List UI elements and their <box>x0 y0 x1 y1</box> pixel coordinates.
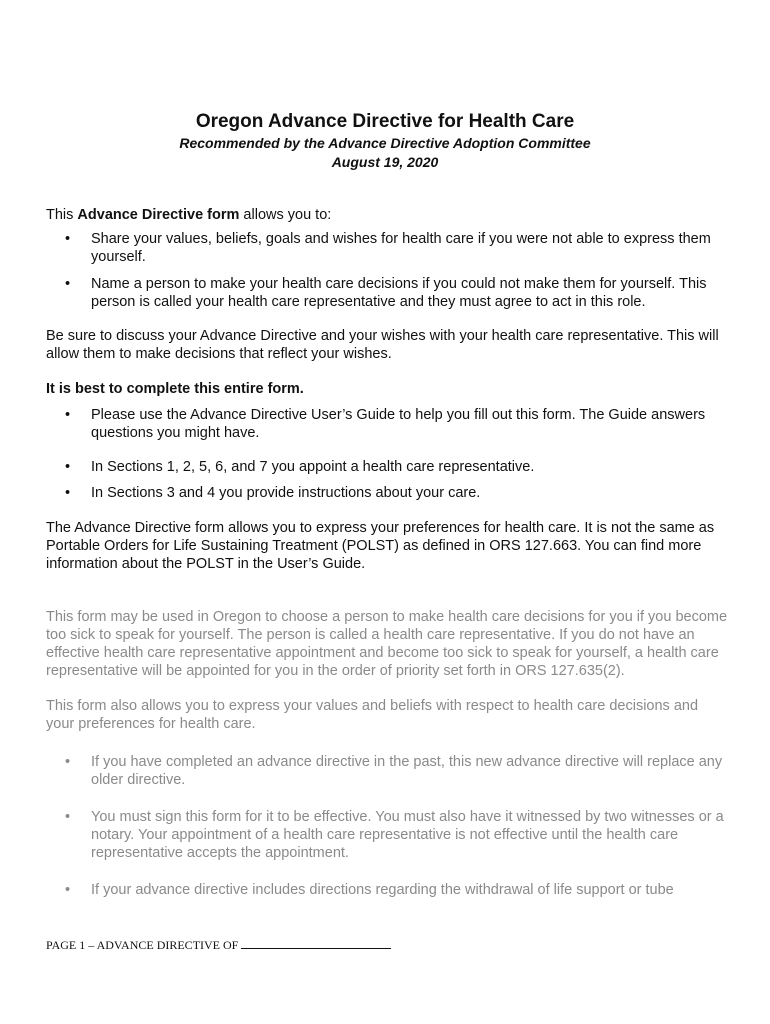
page-footer <box>46 938 391 953</box>
list-item <box>46 484 730 502</box>
list-item <box>46 406 730 442</box>
bullet-icon: • <box>65 407 71 423</box>
list-item <box>46 230 730 266</box>
bullet-icon: • <box>65 809 71 825</box>
intro-suffix: allows you to: <box>239 207 332 223</box>
list-item <box>46 753 730 789</box>
bullet-icon: • <box>65 882 71 898</box>
list-item-text: Name a person to make your health care decisions if you could not make them for yourself. This person is called your health care representative and they must agree to act in this role. <box>91 276 707 310</box>
muted-paragraph-values: This form also allows you to express your values and beliefs with respect to health care decisions and your preferences for health care. <box>46 698 699 732</box>
bullet-icon: • <box>65 485 71 501</box>
muted-paragraph-representative: This form may be used in Oregon to choose a person to make health care decisions for you if you become too sick to speak for yourself. The person is called a health care representative. If you do not have an effective health care representative appointment and become too sick to speak for yourself, a health care representative will be appointed for you in the order of priority set forth in ORS 127.635(2). <box>46 609 728 679</box>
list-item-text: Share your values, beliefs, goals and wishes for health care if you were not able to express them yourself. <box>91 231 711 265</box>
list-item <box>46 458 730 476</box>
name-blank-line[interactable] <box>241 938 391 949</box>
intro-bullet-list <box>46 230 730 311</box>
list-item-text: You must sign this form for it to be effective. You must also have it witnessed by two witnesses or a notary. Your appointment of a health care representative is not effective until the health care representative accepts the appointment. <box>91 809 724 861</box>
footer-label: PAGE 1 – ADVANCE DIRECTIVE OF <box>46 938 242 952</box>
document-body <box>46 206 730 899</box>
list-item-text: Please use the Advance Directive User’s Guide to help you fill out this form. The Guide answers questions you might have. <box>91 407 706 441</box>
list-item <box>46 808 730 862</box>
list-item <box>46 881 730 899</box>
bullet-icon: • <box>65 231 71 247</box>
best-heading: It is best to complete this entire form. <box>46 381 304 397</box>
document-title: Oregon Advance Directive for Health Care <box>195 111 575 132</box>
intro-paragraph <box>46 206 730 224</box>
list-item-text: If you have completed an advance directive in the past, this new advance directive will replace any older directive. <box>91 754 723 788</box>
bullet-icon: • <box>65 754 71 770</box>
list-item <box>46 275 730 311</box>
polst-paragraph: The Advance Directive form allows you to express your preferences for health care. It is not the same as Portable Orders for Life Sustaining Treatment (POLST) as defined in ORS 127.663. You can find more information about the POLST in the User’s Guide. <box>46 520 715 572</box>
intro-prefix: This <box>46 207 78 223</box>
list-item-text: In Sections 3 and 4 you provide instructions about your care. <box>91 485 481 501</box>
muted-bullet-list <box>46 753 730 899</box>
document-date: August 19, 2020 <box>331 154 439 170</box>
document-subtitle: Recommended by the Advance Directive Adoption Committee <box>179 135 591 151</box>
bullet-icon: • <box>65 276 71 292</box>
discuss-paragraph: Be sure to discuss your Advance Directive and your wishes with your health care representative. This will allow them to make decisions that reflect your wishes. <box>46 328 719 362</box>
intro-bold-term: Advance Directive form <box>77 207 240 223</box>
list-item-text: In Sections 1, 2, 5, 6, and 7 you appoint a health care representative. <box>91 459 535 475</box>
document-header <box>0 110 770 172</box>
list-item-text: If your advance directive includes directions regarding the withdrawal of life support or tube <box>91 882 674 898</box>
best-bullet-list <box>46 406 730 502</box>
bullet-icon: • <box>65 459 71 475</box>
